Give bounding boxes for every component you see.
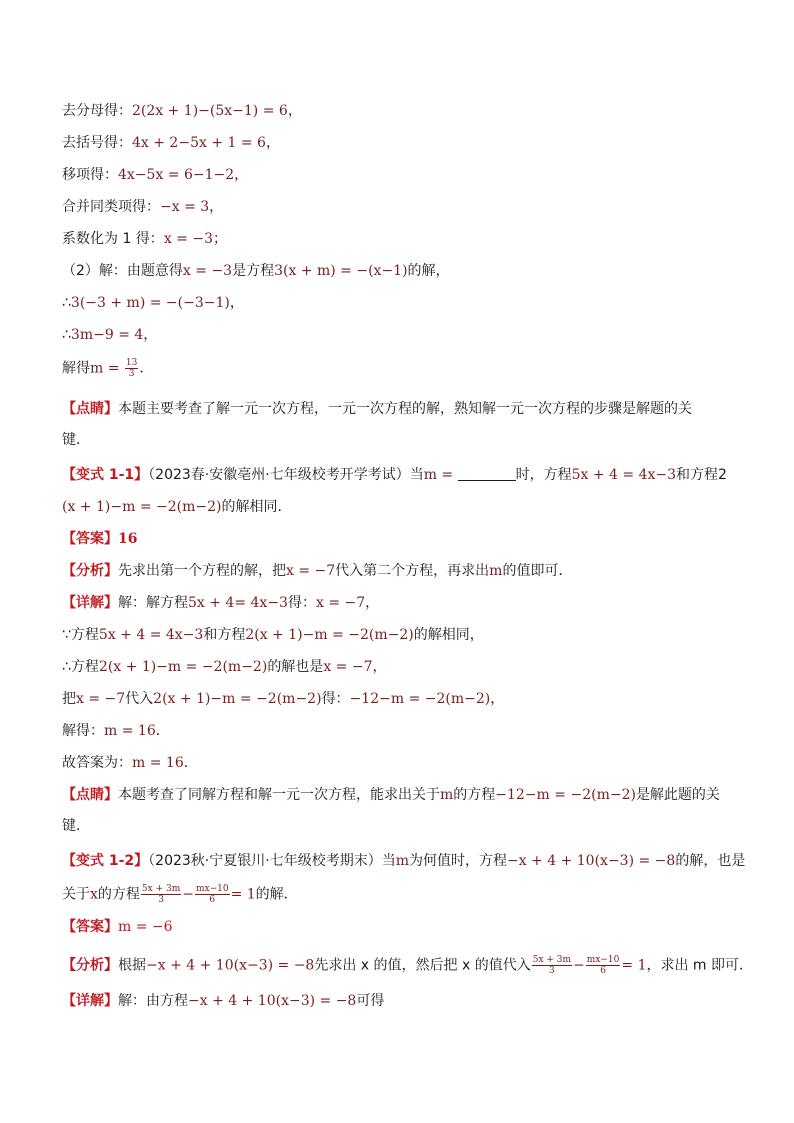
- fraction-5x3m-3: $\frac{5x + 3m}{3}$: [532, 955, 572, 976]
- xiangjie-1-l3: ∴方程2(x + 1)−m = −2(m−2)的解也是x = −7，: [62, 659, 387, 675]
- fraction-mx10-6: $\frac{mx-10}{6}$: [586, 955, 620, 976]
- fraction-13-3: $\frac{13}{3}$: [125, 358, 138, 379]
- dianjing-1: 【点睛】本题主要考查了解一元一次方程，一元一次方程的解，熟知解一元一次方程的步骤是解题的关: [62, 401, 692, 417]
- xiangjie-1-l1: 【详解】解：解方程5x + 4= 4x−3得：x = −7，: [62, 595, 380, 611]
- part2-intro: （2）解：由题意得x = −3是方程3(x + m) = −(x−1)的解，: [62, 263, 450, 279]
- bianshi-1-1-cont: (x + 1)−m = −2(m−2)的解相同．: [62, 499, 292, 515]
- xiangjie-1-l2: ∵方程5x + 4 = 4x−3和方程2(x + 1)−m = −2(m−2)的解相同，: [62, 627, 484, 643]
- fenxi-2: 【分析】根据−x + 4 + 10(x−3) = −8先求出 x 的值，然后把 x 的值代入 $\frac{5x + 3m}{3}$ − $\frac{mx-10}{6}$ = 1，求出 m 即可．: [62, 955, 754, 976]
- xiangjie-1-l5: 解得：m = 16．: [62, 723, 170, 739]
- part2-simplify: ∴3m−9 = 4，: [62, 327, 158, 343]
- fraction-mx10-6: $\frac{mx-10}{6}$: [195, 884, 229, 905]
- answer-blank[interactable]: [458, 466, 516, 481]
- dianjing-2: 【点睛】本题考查了同解方程和解一元一次方程，能求出关于m的方程−12−m = −2(m−2)是解此题的关: [62, 787, 720, 803]
- xiangjie-1-l6: 故答案为：m = 16．: [62, 755, 198, 771]
- step-transpose: 移项得：4x−5x = 6−1−2，: [62, 167, 249, 183]
- step-combine: 合并同类项得：−x = 3，: [62, 199, 224, 215]
- fenxi-1: 【分析】先求出第一个方程的解，把x = −7代入第二个方程，再求出m的值即可．: [62, 563, 573, 579]
- dianjing-2-cont: 键．: [62, 818, 90, 834]
- step-denominator: 去分母得：2(2x + 1)−(5x−1) = 6，: [62, 103, 302, 119]
- answer-2: 【答案】m = −6: [62, 919, 173, 935]
- bianshi-1-1: 【变式 1-1】（2023春·安徽亳州·七年级校考开学考试）当m = 时，方程5x + 4 = 4x−3和方程2: [62, 467, 727, 483]
- part2-result: 解得m = $\frac{13}{3}$ ．: [62, 358, 154, 379]
- step-coefficient: 系数化为 1 得：x = −3；: [62, 231, 227, 247]
- dianjing-1-cont: 键．: [62, 432, 90, 448]
- step-brackets: 去括号得：4x + 2−5x + 1 = 6，: [62, 135, 280, 151]
- xiangjie-2: 【详解】解：由方程−x + 4 + 10(x−3) = −8可得: [62, 993, 385, 1009]
- xiangjie-1-l4: 把x = −7代入2(x + 1)−m = −2(m−2)得：−12−m = −2(m−2)，: [62, 691, 505, 707]
- part2-substitute: ∴3(−3 + m) = −(−3−1)，: [62, 295, 244, 311]
- answer-1: 【答案】16: [62, 531, 138, 547]
- bianshi-1-2: 【变式 1-2】（2023秋·宁夏银川·七年级校考期末）当m为何值时，方程−x + 4 + 10(x−3) = −8的解，也是: [62, 853, 746, 869]
- bianshi-1-2-cont: 关于x的方程 $\frac{5x + 3m}{3}$ − $\frac{mx-10}{6}$ = 1的解．: [62, 884, 298, 905]
- fraction-5x3m-3: $\frac{5x + 3m}{3}$: [141, 884, 181, 905]
